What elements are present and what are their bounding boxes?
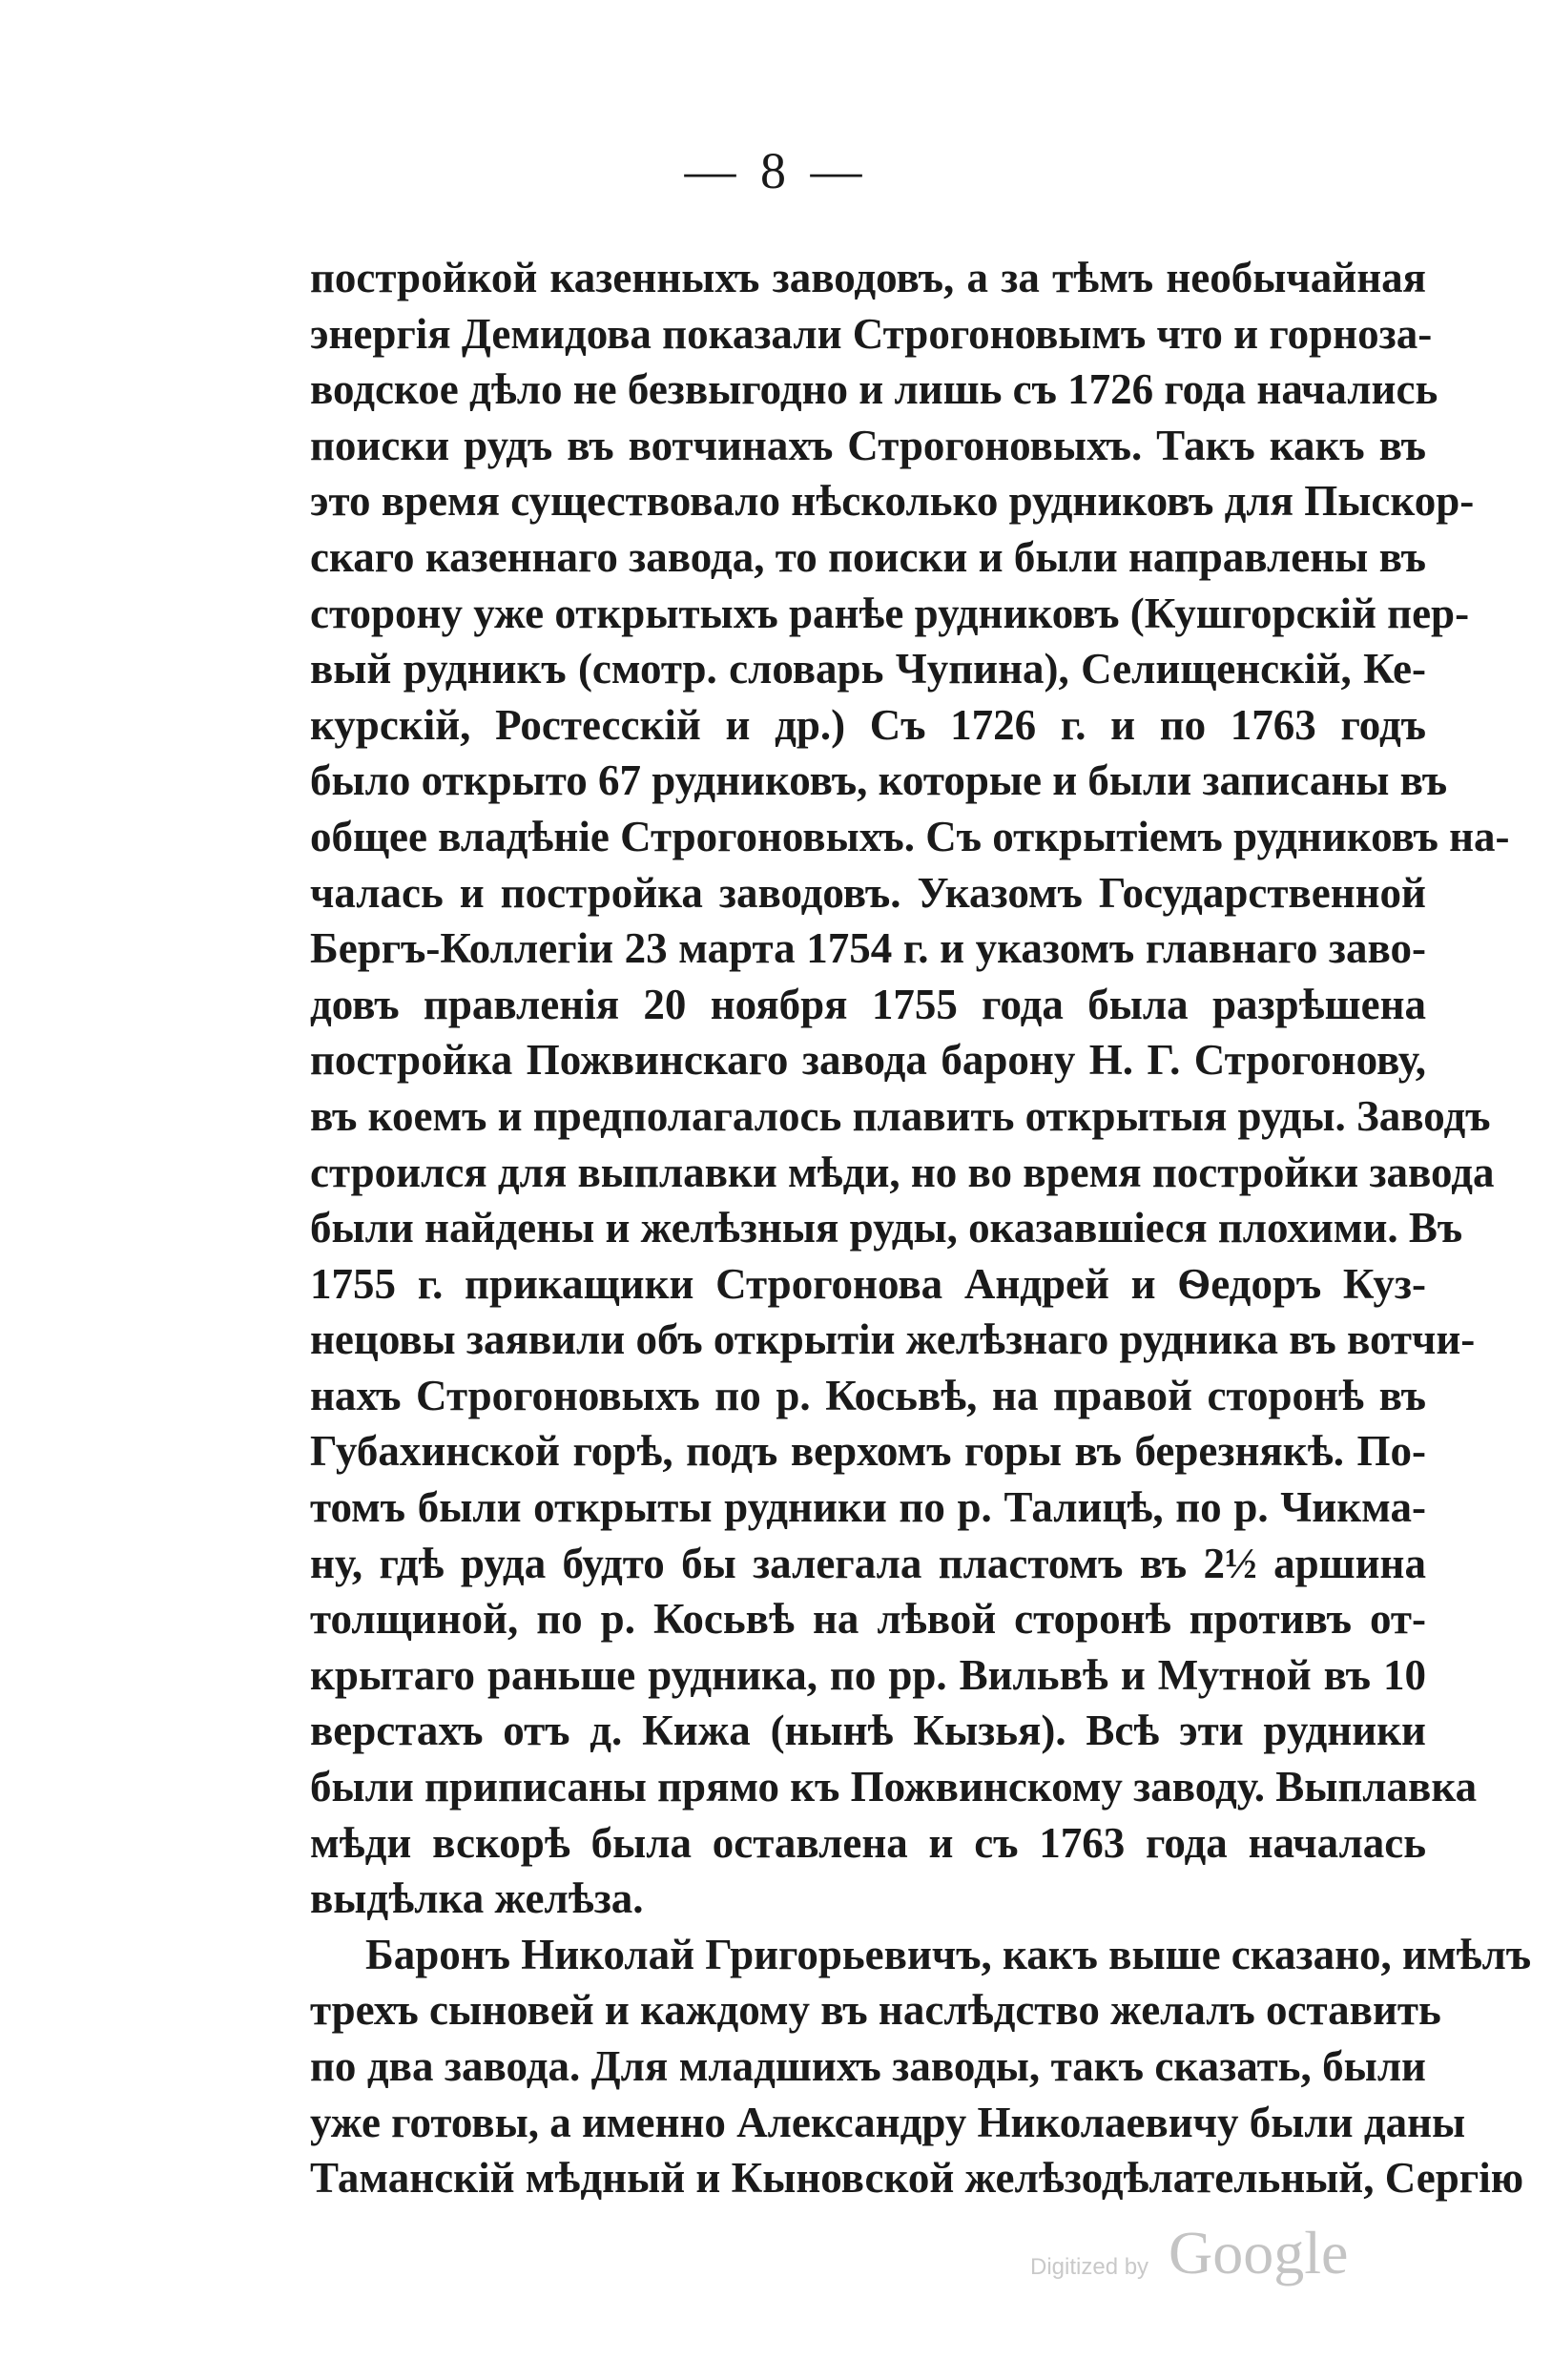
text-line: трехъ сыновей и каждому въ наслѣдство желалъ оставить [310, 1986, 1441, 2035]
text-line: водское дѣло не безвыгодно и лишь съ 1726 года начались [310, 365, 1438, 414]
text-line: верстахъ отъ д. Кижа (нынѣ Кызья). Всѣ эти рудники [310, 1707, 1426, 1755]
text-line: Бергъ-Коллегіи 23 марта 1754 г. и указомъ главнаго заво- [310, 924, 1426, 973]
text-line: 1755 г. прикащики Строгонова Андрей и Ѳедоръ Куз- [310, 1259, 1426, 1308]
text-line: мѣди вскорѣ была оставлена и съ 1763 года началась [310, 1818, 1426, 1867]
text-line: Губахинской горѣ, подъ верхомъ горы въ березнякѣ. По- [310, 1427, 1426, 1476]
paragraph-first-line: Баронъ Николай Григорьевичъ, какъ выше сказано, имѣлъ [365, 1930, 1532, 1978]
text-line: скаго казеннаго завода, то поиски и были направлены въ [310, 532, 1426, 581]
text-line: энергія Демидова показали Строгоновымъ что и горноза- [310, 309, 1433, 358]
text-line: это время существовало нѣсколько рудниковъ для Пыскор- [310, 477, 1475, 526]
text-line: строился для выплавки мѣди, но во время постройки завода [310, 1148, 1495, 1196]
text-line: уже готовы, а именно Александру Николаевичу были даны [310, 2098, 1466, 2146]
text-line: было открыто 67 рудниковъ, которые и были записаны въ [310, 756, 1448, 805]
text-line: нецовы заявили объ открытіи желѣзнаго рудника въ вотчи- [310, 1315, 1476, 1364]
text-line: чалась и постройка заводовъ. Указомъ Государственной [310, 868, 1426, 917]
digitized-by-google-watermark [1030, 2218, 1355, 2294]
text-line: томъ были открыты рудники по р. Талицѣ, по р. Чикма- [310, 1483, 1426, 1532]
text-line: въ коемъ и предполагалось плавить открытыя руды. Заводъ [310, 1091, 1491, 1140]
text-line: сторону уже открытыхъ ранѣе рудниковъ (Кушгорскій пер- [310, 589, 1470, 637]
text-line: Таманскій мѣдный и Кыновской желѣзодѣлательный, Сергію [310, 2154, 1524, 2203]
text-line: постройка Пожвинскаго завода барону Н. Г. Строгонову, [310, 1036, 1426, 1085]
text-line: вый рудникъ (смотр. словарь Чупина), Селищенскій, Ке- [310, 645, 1426, 693]
text-line: курскій, Ростесскій и др.) Съ 1726 г. и по 1763 годъ [310, 700, 1426, 749]
body-text [310, 250, 1532, 2206]
text-line: были приписаны прямо къ Пожвинскому заводу. Выплавка [310, 1763, 1478, 1811]
text-line: были найдены и желѣзныя руды, оказавшіеся плохими. Въ [310, 1204, 1463, 1252]
text-line: крытаго раньше рудника, по рр. Вильвѣ и Мутной въ 10 [310, 1650, 1426, 1699]
text-line: нахъ Строгоновыхъ по р. Косьвѣ, на правой сторонѣ въ [310, 1371, 1426, 1419]
text-line: по два завода. Для младшихъ заводы, такъ сказать, были [310, 2042, 1426, 2090]
text-line: ну, гдѣ руда будто бы залегала пластомъ въ 2½ аршина [310, 1539, 1426, 1587]
text-line: довъ правленія 20 ноября 1755 года была разрѣшена [310, 980, 1426, 1028]
page-number: — 8 — [684, 142, 868, 199]
watermark-logo: Google [1169, 2219, 1349, 2287]
text-line: общее владѣніе Строгоновыхъ. Съ открытіемъ рудниковъ на- [310, 812, 1510, 860]
text-line: выдѣлка желѣза. [310, 1874, 644, 1923]
text-line: постройкой казенныхъ заводовъ, а за тѣмъ необычайная [310, 254, 1426, 301]
text-line: толщиной, по р. Косьвѣ на лѣвой сторонѣ противъ от- [310, 1595, 1426, 1644]
text-line: поиски рудъ въ вотчинахъ Строгоновыхъ. Такъ какъ въ [310, 421, 1426, 469]
watermark-prefix: Digitized by [1030, 2254, 1149, 2280]
